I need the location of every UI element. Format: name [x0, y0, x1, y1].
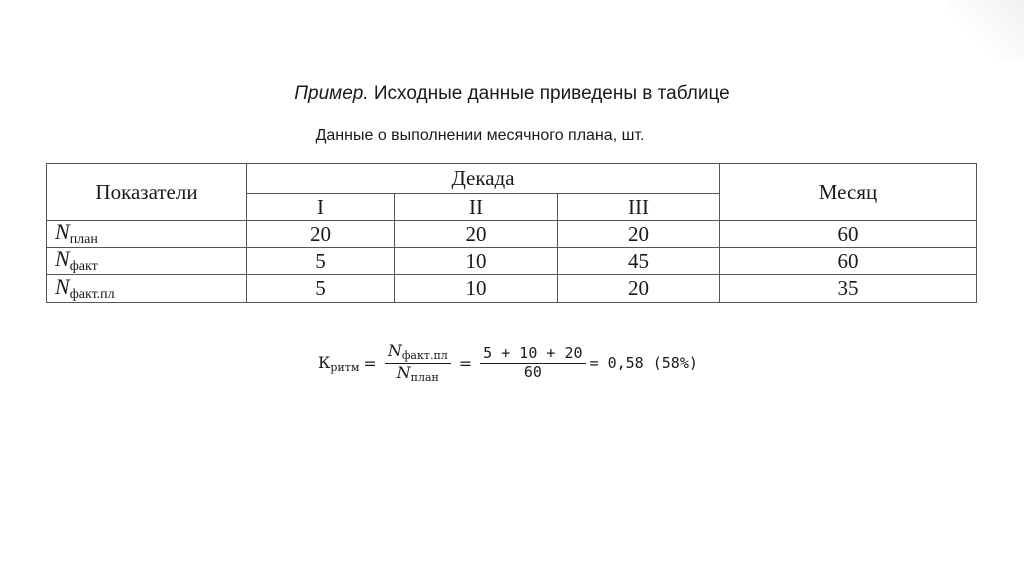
formula-result: = 0,58 (58%): [589, 354, 698, 372]
table-row: [47, 221, 977, 248]
formula-equals: =: [458, 353, 473, 373]
header-month: Месяц: [720, 164, 977, 221]
formula-lhs: Критм: [318, 352, 360, 374]
decade-1: I: [247, 194, 395, 221]
table-cell: 5: [247, 248, 395, 275]
decade-2: II: [395, 194, 558, 221]
decorative-corner: [950, 0, 1024, 60]
table-caption: Данные о выполнении месячного плана, шт.: [315, 127, 645, 144]
rhythm-coefficient-formula: [318, 333, 698, 393]
table-row: [47, 248, 977, 275]
heading-text: Исходные данные приведены в таблице: [368, 83, 730, 104]
table-row: [47, 275, 977, 303]
table-header-row: [47, 164, 977, 194]
table-cell-month: 35: [720, 275, 977, 303]
formula-equals: =: [363, 353, 377, 373]
table-cell: 10: [395, 248, 558, 275]
table-cell: 20: [247, 221, 395, 248]
header-decade: Декада: [247, 164, 720, 194]
row-label: Nфакт.пл: [47, 275, 247, 303]
header-indicators: Показатели: [47, 164, 247, 221]
row-label: Nплан: [47, 221, 247, 248]
table-cell: 5: [247, 275, 395, 303]
heading-example-label: Пример.: [294, 83, 369, 104]
table-cell: 10: [395, 275, 558, 303]
decade-3: III: [558, 194, 720, 221]
table-cell-month: 60: [720, 221, 977, 248]
formula-fraction-values: $\frac{5 + 10 + 20}{60}$: [480, 345, 585, 381]
row-label: Nфакт: [47, 248, 247, 275]
plan-data-table: [46, 163, 977, 303]
slide-heading: [0, 83, 1024, 105]
table-cell: 20: [558, 275, 720, 303]
table-cell-month: 60: [720, 248, 977, 275]
table-cell: 20: [395, 221, 558, 248]
table-cell: 20: [558, 221, 720, 248]
formula-fraction-symbols: $\frac{\text{Nфакт.пл}}{\text{Nплан}}$: [385, 342, 451, 384]
table-cell: 45: [558, 248, 720, 275]
